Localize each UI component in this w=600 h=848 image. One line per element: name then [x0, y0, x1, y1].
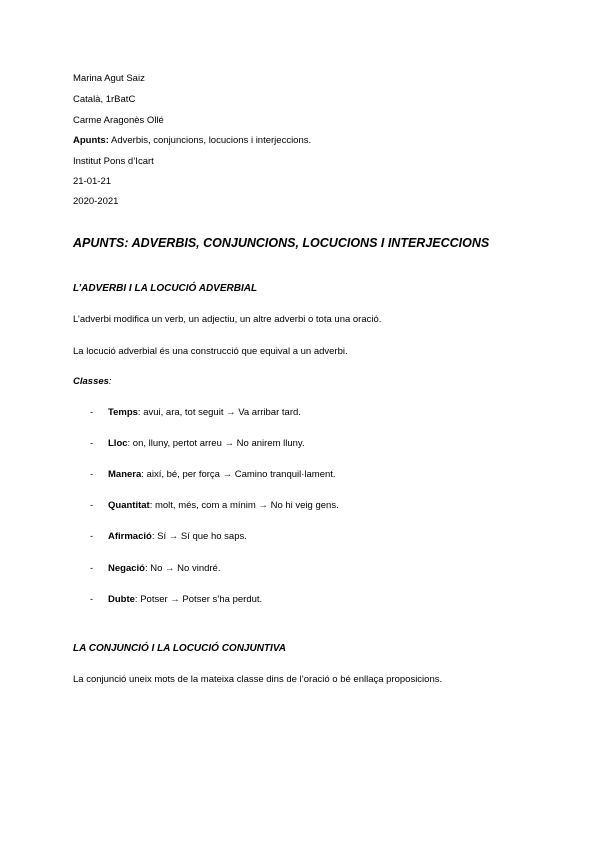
list-item-text: : Potser → Potser s’ha perdut.	[134, 594, 263, 605]
list-item-label: Temps	[108, 407, 138, 418]
list-item-label: Quantitat	[108, 500, 150, 511]
list-item	[90, 407, 301, 419]
adverbi-heading: L’ADVERBI I LA LOCUCIÓ ADVERBIAL	[73, 283, 258, 294]
bullet-dash: -	[90, 563, 94, 574]
teacher-name: Carme Aragonès Ollé	[73, 115, 164, 126]
list-item	[90, 438, 305, 450]
adverbi-para-2: La locució adverbial és una construcció que equival a un adverbi.	[73, 346, 348, 357]
list-item-label: Manera	[108, 469, 142, 480]
school-year: 2020-2021	[73, 196, 119, 207]
bullet-dash: -	[90, 594, 94, 605]
bullet-dash: -	[90, 407, 94, 418]
list-item-text: : No → No vindré.	[144, 563, 221, 574]
conjuncio-heading: LA CONJUNCIÓ I LA LOCUCIÓ CONJUNTIVA	[73, 643, 286, 654]
list-item-text: : així, bé, per força → Camino tranquil·lament.	[141, 469, 336, 480]
list-item-text: : Sí → Sí que ho saps.	[151, 531, 247, 542]
adverbi-para-1: L’adverbi modifica un verb, un adjectiu, un altre adverbi o tota una oració.	[73, 314, 382, 325]
apunts-value: Adverbis, conjuncions, locucions i interjeccions.	[108, 135, 312, 146]
list-item	[90, 563, 220, 575]
bullet-dash: -	[90, 531, 94, 542]
school-name: Institut Pons d’Icart	[73, 156, 154, 167]
classes-label: Classes	[73, 376, 109, 387]
list-item-label: Afirmació	[108, 531, 152, 542]
conjuncio-para-1: La conjunció uneix mots de la mateixa classe dins de l’oració o bé enllaça proposicions.	[73, 674, 443, 685]
apunts-label: Apunts:	[73, 135, 109, 146]
course-name: Català, 1rBatC	[73, 94, 136, 105]
list-item	[90, 469, 336, 481]
list-item-text: : on, lluny, pertot arreu → No anirem lluny.	[127, 438, 305, 449]
list-item-label: Lloc	[108, 438, 128, 449]
bullet-dash: -	[90, 438, 94, 449]
author-name: Marina Agut Saiz	[73, 73, 145, 84]
bullet-dash: -	[90, 500, 94, 511]
list-item	[90, 531, 247, 543]
classes-colon: :	[108, 376, 112, 387]
list-item	[90, 500, 339, 512]
document-date: 21-01-21	[73, 176, 112, 187]
list-item-text: : avui, ara, tot seguit → Va arribar tard.	[137, 407, 301, 418]
list-item-label: Negació	[108, 563, 145, 574]
bullet-dash: -	[90, 469, 94, 480]
list-item-label: Dubte	[108, 594, 135, 605]
list-item-text: : molt, més, com a mínim → No hi veig gens.	[149, 500, 339, 511]
apunts-line	[73, 135, 311, 147]
classes-line	[73, 376, 112, 388]
list-item	[90, 594, 262, 606]
page-title: APUNTS: ADVERBIS, CONJUNCIONS, LOCUCIONS I INTERJECCIONS	[73, 236, 490, 250]
